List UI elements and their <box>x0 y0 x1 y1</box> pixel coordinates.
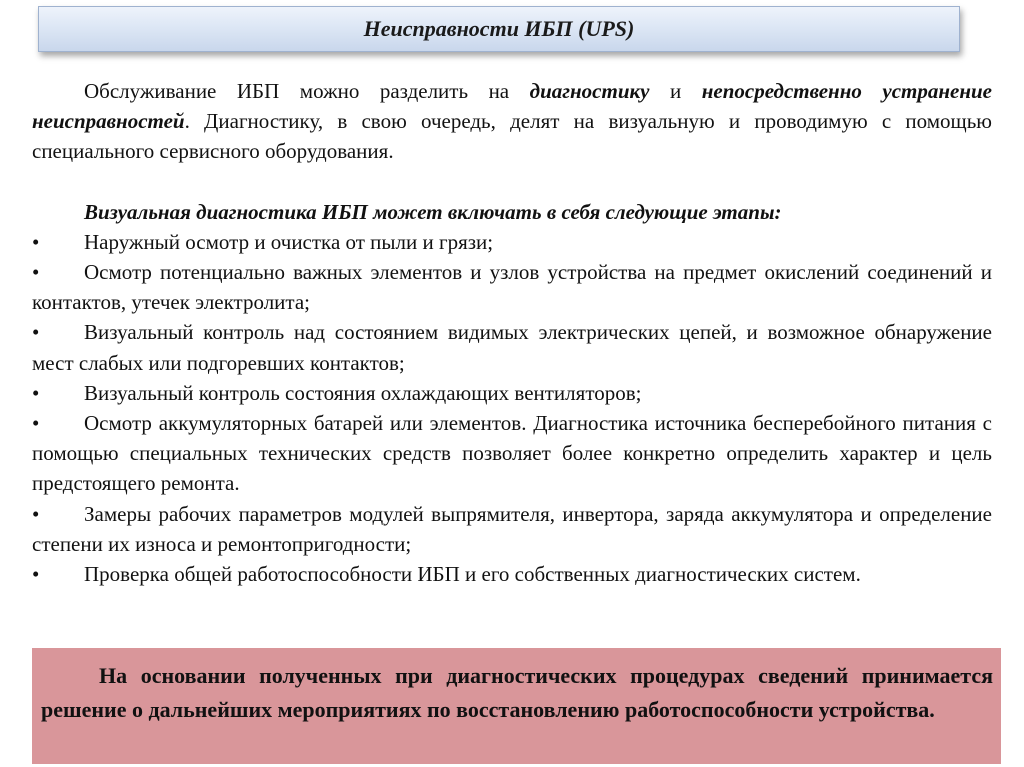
intro-elimination-term: непосредственно устранение неисправностей <box>32 79 992 134</box>
slide-title: Неисправности ИБП (UPS) <box>363 16 635 41</box>
bullet-icon: • <box>32 380 40 405</box>
bullet-icon: • <box>32 562 40 587</box>
conclusion-box <box>32 648 1001 764</box>
slide-title-box <box>38 6 960 52</box>
bullet-icon: • <box>32 411 40 436</box>
list-item-text: Замеры рабочих параметров модулей выпрямителя, инвертора, заряда аккумулятора и определение степени их износа и ремонтопригодности; <box>32 501 992 556</box>
list-item <box>32 378 992 408</box>
list-item-text: Осмотр потенциально важных элементов и узлов устройства на предмет окислений соединений и контактов, утечек электролита; <box>32 260 992 315</box>
list-item-text: Визуальный контроль над состоянием видимых электрических цепей, и возможное обнаружение мест слабых или подгоревших контактов; <box>32 320 992 375</box>
list-item <box>32 559 992 589</box>
bullet-icon: • <box>32 229 40 254</box>
conclusion-text: На основании полученных при диагностических процедурах сведений принимается решение о дальнейших мероприятиях по восстановлению работоспособности устройства. <box>41 663 993 722</box>
intro-diagnostics-term: диагностику <box>529 79 650 103</box>
list-item-text: Проверка общей работоспособности ИБП и его собственных диагностических систем. <box>84 562 861 587</box>
intro-paragraph <box>32 76 992 167</box>
intro-text-1: Обслуживание ИБП можно разделить на <box>84 79 530 103</box>
list-item <box>32 317 992 377</box>
intro-text-2: и <box>649 79 702 103</box>
list-item <box>32 227 992 257</box>
paragraph-spacer <box>32 167 992 197</box>
list-item <box>32 257 992 317</box>
bullet-icon: • <box>32 501 40 526</box>
intro-text-3: . Диагностику, в свою очередь, делят на визуальную и проводимую с помощью специального сервисного оборудования. <box>32 109 992 164</box>
diagnostic-steps-list <box>32 227 992 589</box>
visual-diagnostics-heading: Визуальная диагностика ИБП может включать в себя следующие этапы: <box>84 199 782 224</box>
list-item-text: Наружный осмотр и очистка от пыли и грязи; <box>84 229 494 254</box>
slide-content <box>32 76 992 589</box>
list-item <box>32 499 992 559</box>
list-item-text: Визуальный контроль состояния охлаждающих вентиляторов; <box>84 380 642 405</box>
list-item <box>32 408 992 499</box>
bullet-icon: • <box>32 260 40 285</box>
list-item-text: Осмотр аккумуляторных батарей или элементов. Диагностика источника бесперебойного питания с помощью специальных технических средств позволяет более конкретно определить характер и цель предстоящего ремонта. <box>32 411 992 496</box>
bullet-icon: • <box>32 320 40 345</box>
